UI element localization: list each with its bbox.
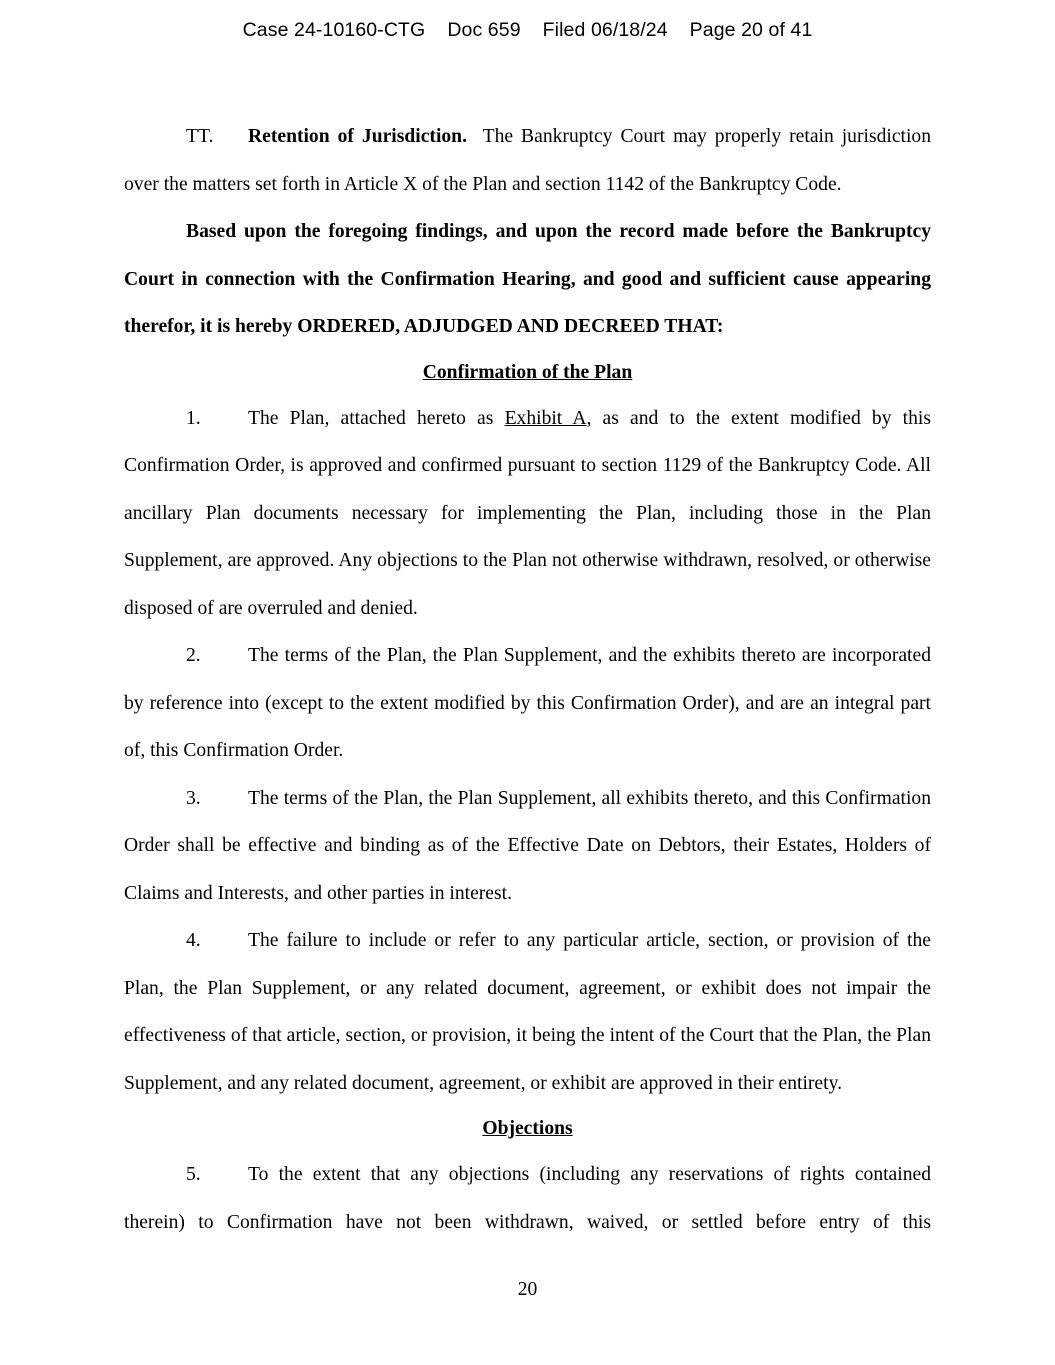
paragraph-text-post: , as and to the extent modified by this Confirmation Order, is approved and confirmed pursuant to section 1129 of the Bankruptcy Code. All ancillary Plan documents necessary for implementing the Plan, including those in the Plan Supplement, are approved. Any objections to the Plan not otherwise withdrawn, resolved, or otherwise disposed of are overruled and denied. (124, 407, 931, 619)
paragraph-text-pre: The Plan, attached hereto as (248, 407, 494, 429)
exhibit-reference: Exhibit A (504, 407, 587, 429)
paragraph-4 (124, 917, 931, 1107)
paragraph-number: 2. (186, 645, 201, 666)
paragraph-5 (124, 1151, 931, 1246)
section-heading-objections: Objections (482, 1118, 573, 1139)
paragraph-text: The terms of the Plan, the Plan Supplement, all exhibits thereto, and this Confirmation Order shall be effective and binding as of the Effective Date on Debtors, their Estates, Holders of Claims and Interests, and other parties in interest. (124, 787, 931, 904)
paragraph-text: The failure to include or refer to any particular article, section, or provision of the Plan, the Plan Supplement, or any related document, agreement, or exhibit does not impair the effectiveness of that article, section, or provision, it being the intent of the Court that the Plan, the Plan Supplement, and any related document, agreement, or exhibit are approved in their entirety. (124, 930, 931, 1094)
page-number: 20 (517, 1279, 538, 1300)
page-indicator: Page 20 of 41 (689, 19, 813, 41)
paragraph-number: 4. (186, 930, 201, 951)
paragraph-2 (124, 632, 931, 775)
paragraph-text: To the extent that any objections (including any reservations of rights contained therein) to Confirmation have not been withdrawn, waived, or settled before entry of this (124, 1164, 931, 1233)
document-body (124, 113, 931, 1246)
paragraph-label: TT. (186, 126, 214, 147)
paragraph-1 (124, 395, 931, 633)
paragraph-3 (124, 775, 931, 918)
paragraph-number: 1. (186, 407, 201, 429)
paragraph-number: 3. (186, 787, 201, 809)
decree-paragraph: Based upon the foregoing findings, and upon the record made before the Bankruptcy Court in connection with the Confirmation Hearing, and good and sufficient cause appearing therefor, it is hereby ORDERED, ADJUDGED AND DECREED THAT: (124, 221, 931, 337)
paragraph-text: The Bankruptcy Court may properly retain jurisdiction over the matters set forth in Article X of the Plan and section 1142 of the Bankruptcy Code. (124, 126, 931, 195)
paragraph-text: The terms of the Plan, the Plan Supplement, and the exhibits thereto are incorporated by reference into (except to the extent modified by this Confirmation Order), and are an integral part of, this Confirmation Order. (124, 645, 931, 761)
filing-header (0, 19, 1055, 42)
case-number: Case 24-10160-CTG (242, 19, 426, 41)
paragraph-number: 5. (186, 1164, 201, 1185)
paragraph-title: Retention of Jurisdiction. (248, 126, 467, 147)
filed-date: Filed 06/18/24 (542, 19, 668, 41)
doc-number: Doc 659 (447, 19, 521, 41)
paragraph-tt (124, 113, 931, 208)
section-heading-confirmation: Confirmation of the Plan (422, 361, 633, 383)
